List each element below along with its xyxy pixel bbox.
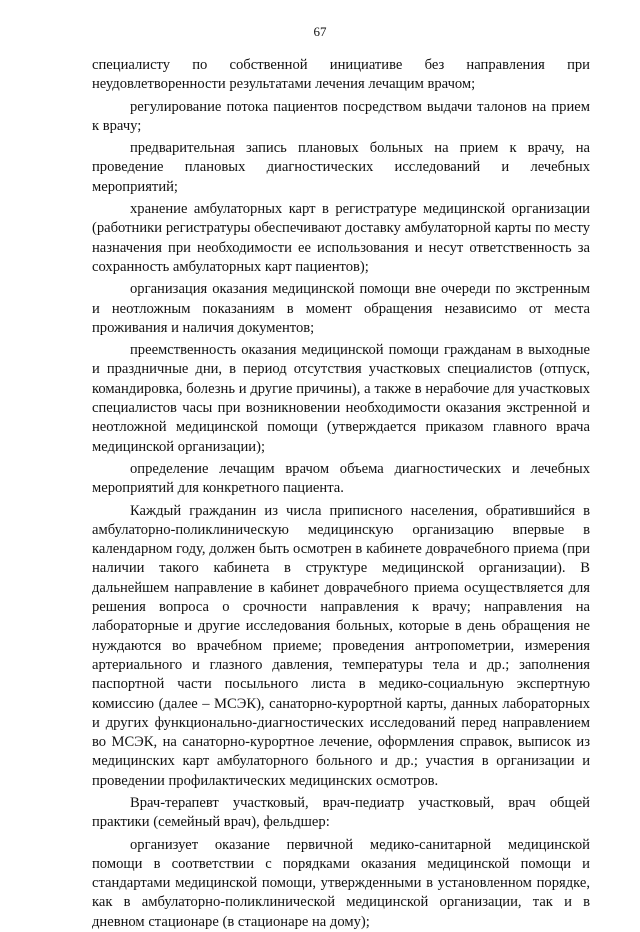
paragraph-primary-care-organization: организует оказание первичной медико-санитарной медицинской помощи в соответствии с порядками оказания медицинской помощи и стандартами медицинской помощи, утвержденными в установленном порядке, как в амбулаторно-поликлинической медицинской организации, так и в дневном стационаре (в стационаре на дому);	[92, 836, 590, 930]
paragraph-specialist-continuation: специалисту по собственной инициативе без направления при неудовлетворенности результатами лечения лечащим врачом;	[92, 57, 590, 93]
paragraph-treatment-scope: определение лечащим врачом объема диагностических и лечебных мероприятий для конкретного пациента.	[92, 460, 590, 497]
paragraph-appointment-booking: предварительная запись плановых больных на прием к врачу, на проведение плановых диагностических исследований и лечебных мероприятий;	[92, 140, 590, 195]
paragraph-urgent-care: организация оказания медицинской помощи вне очереди по экстренным и неотложным показаниям в момент обращения независимо от места проживания и наличия документов;	[92, 281, 590, 336]
paragraph-pre-medical-room: Каждый гражданин из числа приписного населения, обратившийся в амбулаторно-поликлиническую медицинскую организацию впервые в календарном году, должен быть осмотрен в кабинете доврачебного приема (при наличии такого кабинета в структуре медицинской организации). В дальнейшем направление в кабинет доврачебного приема осуществляется для решения вопроса о срочности направления к врачу; направления на лабораторные и другие исследования больных, которые в день обращения не нуждаются во врачебном приеме; проведения антропометрии, измерения артериального и глазного давления, температуры тела и др.; заполнения паспортной части посыльного листа в медико-социальную экспертную комиссию (далее – МСЭК), санаторно-курортной карты, данных лабораторных и других функционально-диагностических исследований перед направлением во МСЭК, на санаторно-курортное лечение, оформления справок, выписок из медицинских карт амбулаторного больного и др.; участия в организации и проведении профилактических медицинских осмотров.	[92, 502, 590, 789]
paragraph-continuity-of-care: преемственность оказания медицинской помощи гражданам в выходные и праздничные дни, в период отсутствия участковых специалистов (отпуск, командировка, болезнь и другие причины), а также в нерабочие для участковых специалистов часы при возникновении необходимости оказания экстренной и неотложной медицинской помощи (утверждается приказом главного врача медицинской организации);	[92, 342, 590, 455]
paragraph-district-doctors: Врач-терапевт участковый, врач-педиатр участковый, врач общей практики (семейный врач), фельдшер:	[92, 794, 590, 831]
paragraph-patient-flow: регулирование потока пациентов посредством выдачи талонов на прием к врачу;	[92, 98, 590, 134]
body-text	[92, 56, 590, 932]
page-number: 67	[313, 24, 327, 39]
paragraph-outpatient-cards: хранение амбулаторных карт в регистратуре медицинской организации (работники регистратуры обеспечивают доставку амбулаторной карты по месту назначения при необходимости ее использования и несут ответственность за сохранность амбулаторных карт пациентов);	[92, 201, 590, 275]
